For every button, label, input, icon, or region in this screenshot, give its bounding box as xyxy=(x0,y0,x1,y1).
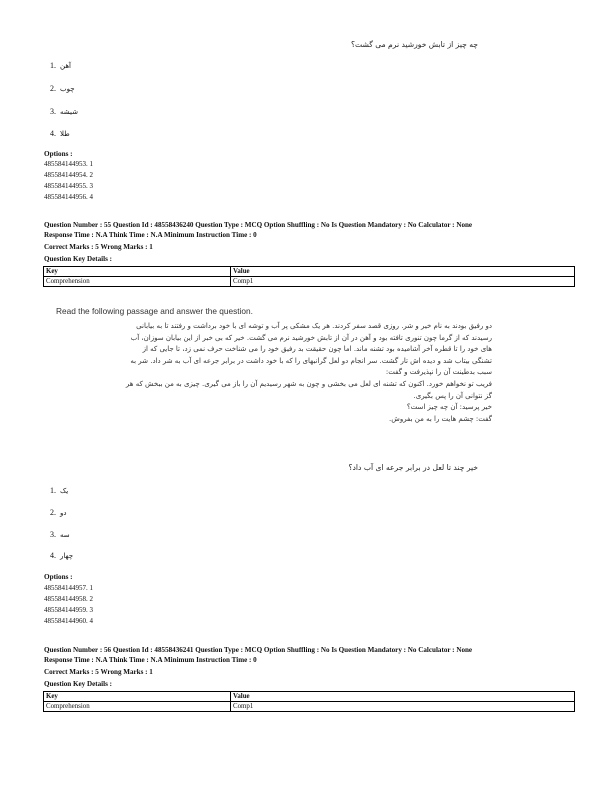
passage-line: تشنگی بیتاب شد و دیده اش تار گشت. سر انجام دو لعل گرانبهای را که با خود داشت در برابر جرعه ای آب به شر داد. شر به xyxy=(130,356,492,365)
table-cell-value: Comp1 xyxy=(231,277,575,287)
table-row xyxy=(44,702,575,712)
option-text: آهن xyxy=(60,62,71,70)
table-header-row xyxy=(44,692,575,702)
question-meta-line: Response Time : N.A Think Time : N.A Minimum Instruction Time : 0 xyxy=(44,655,257,664)
option-1[interactable] xyxy=(50,485,68,497)
table-cell-key: Comprehension xyxy=(44,702,231,712)
option-id: 485584144957. 1 xyxy=(44,584,93,592)
option-number: 4. xyxy=(50,129,56,138)
passage-line: رسیدند که از گرما چون تنوری تافته بود و آهن در آن از تابش خورشید نرم می گشت. خیر که بی خبر از این بیابان سوزان، آب xyxy=(130,333,492,342)
table-header-value: Value xyxy=(231,267,575,277)
option-4[interactable] xyxy=(50,550,73,562)
question-meta-line: Response Time : N.A Think Time : N.A Minimum Instruction Time : 0 xyxy=(44,230,257,239)
option-number: 2. xyxy=(50,84,56,93)
passage-text xyxy=(52,321,492,425)
option-1[interactable] xyxy=(50,60,71,72)
passage-line: دو رفیق بودند به نام خیر و شر. روزی قصد سفر کردند. هر یک مشکی پر آب و توشه ای با خود برداشت و رفتند تا به بیابانی xyxy=(136,322,492,330)
question-meta-line: Question Number : 56 Question Id : 48558436241 Question Type : MCQ Option Shuffling : No Is Question Mandatory : No Calculator : None xyxy=(44,646,473,654)
question-meta-line: Question Number : 55 Question Id : 48558436240 Question Type : MCQ Option Shuffling : No Is Question Mandatory : No Calculator : None xyxy=(44,221,473,229)
option-number: 3. xyxy=(50,107,56,116)
option-2[interactable] xyxy=(50,507,67,519)
options-label: Options : xyxy=(44,573,73,581)
key-details-table xyxy=(43,266,575,287)
key-details-label: Question Key Details : xyxy=(44,680,112,688)
option-text: دو xyxy=(60,509,67,517)
option-id-list xyxy=(44,159,93,203)
option-number: 4. xyxy=(50,551,56,560)
option-text: سه xyxy=(60,531,70,539)
passage-line: گفت: چشم هایت را به من بفروش. xyxy=(389,414,492,423)
option-id: 485584144953. 1 xyxy=(44,160,93,168)
option-3[interactable] xyxy=(50,106,78,118)
key-details-table xyxy=(43,691,575,712)
option-text: شیشه xyxy=(60,108,78,116)
option-text: چوب xyxy=(60,85,75,93)
passage-line: فریب تو نخواهم خورد. اکنون که تشنه ای لعل می بخشی و چون به شهر رسیدیم آن را باز می گیری. چیزی به من ببخش که هر xyxy=(125,379,492,388)
question-text: چه چیز از تابش خورشید نرم می گشت؟ xyxy=(350,40,478,49)
option-number: 3. xyxy=(50,530,56,539)
option-id: 485584144954. 2 xyxy=(44,171,93,179)
option-number: 2. xyxy=(50,508,56,517)
option-4[interactable] xyxy=(50,128,70,140)
option-number: 1. xyxy=(50,61,56,70)
option-text: طلا xyxy=(60,130,70,138)
option-text: چهار xyxy=(60,552,74,560)
table-cell-value: Comp1 xyxy=(231,702,575,712)
question-meta xyxy=(44,221,472,240)
marks-line: Correct Marks : 5 Wrong Marks : 1 xyxy=(44,668,153,676)
passage-line: گز نتوانی آن را پس بگیری. xyxy=(413,391,492,400)
table-header-key: Key xyxy=(44,692,231,702)
table-header-key: Key xyxy=(44,267,231,277)
option-text: یک xyxy=(60,487,69,495)
table-cell-key: Comprehension xyxy=(44,277,231,287)
passage-line: سبب بدطینت آن را نپذیرفت و گفت: xyxy=(385,368,492,377)
question-meta xyxy=(44,646,472,665)
options-label: Options : xyxy=(44,150,73,158)
marks-line: Correct Marks : 5 Wrong Marks : 1 xyxy=(44,243,153,251)
table-row xyxy=(44,277,575,287)
passage-title: Read the following passage and answer the question. xyxy=(56,306,253,316)
option-id-list xyxy=(44,583,93,627)
option-id: 485584144956. 4 xyxy=(44,193,93,201)
option-id: 485584144958. 2 xyxy=(44,595,93,603)
passage-line: های خود را تا قطره آخر آشامیده بود تشنه ماند. اما چون حقیقت بد رفیق خود را می شناخت حرف نمی زد، تا جایی که از xyxy=(142,345,492,354)
option-number: 1. xyxy=(50,486,56,495)
option-id: 485584144960. 4 xyxy=(44,617,93,625)
question-text: خیر چند تا لعل در برابر جرعه ای آب داد؟ xyxy=(348,463,478,472)
option-2[interactable] xyxy=(50,83,75,95)
table-header-value: Value xyxy=(231,692,575,702)
table-header-row xyxy=(44,267,575,277)
key-details-label: Question Key Details : xyxy=(44,255,112,263)
passage-line: خیر پرسید: آن چه چیز است؟ xyxy=(406,403,492,412)
option-id: 485584144959. 3 xyxy=(44,606,93,614)
option-id: 485584144955. 3 xyxy=(44,182,93,190)
option-3[interactable] xyxy=(50,529,70,541)
